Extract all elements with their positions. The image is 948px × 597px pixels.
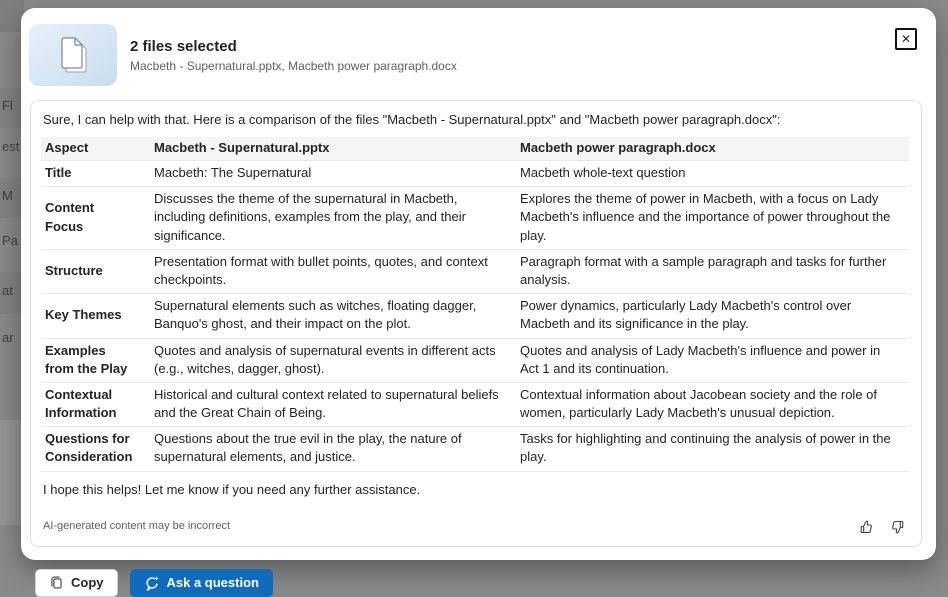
aspect-cell: Examples from the Play <box>41 338 144 382</box>
copy-icon <box>49 575 64 590</box>
copy-button-label: Copy <box>71 575 104 590</box>
docx-cell: Explores the theme of power in Macbeth, with a focus on Lady Macbeth's influence and the importance of power throughout the play. <box>510 187 909 250</box>
ask-a-question-label: Ask a question <box>166 575 259 590</box>
pptx-cell: Questions about the true evil in the play, the nature of supernatural elements, and justice. <box>144 427 510 471</box>
comparison-table <box>41 137 909 472</box>
backdrop-text-fragment: Pa <box>2 233 18 248</box>
backdrop-text-fragment: ar <box>2 330 14 345</box>
file-thumbnail <box>29 24 117 86</box>
docx-cell: Power dynamics, particularly Lady Macbeth's control over Macbeth and its significance in the play. <box>510 294 909 338</box>
response-intro-text: Sure, I can help with that. Here is a comparison of the files "Macbeth - Supernatural.pptx" and "Macbeth power paragraph.docx": <box>43 112 781 127</box>
document-stack-icon <box>55 34 91 76</box>
thumbs-down-icon <box>890 519 906 535</box>
aspect-cell: Contextual Information <box>41 382 144 426</box>
column-header-pptx: Macbeth - Supernatural.pptx <box>144 137 510 161</box>
chat-sparkle-icon <box>144 575 160 591</box>
table-row <box>41 382 909 426</box>
aspect-cell: Content Focus <box>41 187 144 250</box>
thumbs-up-icon <box>858 519 874 535</box>
header-text <box>130 38 457 73</box>
table-header-row <box>41 137 909 161</box>
close-button[interactable] <box>895 28 917 50</box>
pptx-cell: Discusses the theme of the supernatural in Macbeth, including definitions, examples from the play, and their significance. <box>144 187 510 250</box>
docx-cell: Quotes and analysis of Lady Macbeth's influence and power in Act 1 and its continuation. <box>510 338 909 382</box>
file-comparison-dialog <box>21 8 936 590</box>
thumbs-down-button[interactable] <box>887 516 909 538</box>
ai-disclaimer: AI-generated content may be incorrect <box>43 519 231 532</box>
thumbs-up-button[interactable] <box>855 516 877 538</box>
pptx-cell: Historical and cultural context related to supernatural beliefs and the Great Chain of Being. <box>144 382 510 426</box>
table-row <box>41 427 909 471</box>
pptx-cell: Supernatural elements such as witches, floating dagger, Banquo's ghost, and their impact on the plot. <box>144 294 510 338</box>
aspect-cell: Title <box>41 161 144 187</box>
backdrop-text-fragment: est <box>2 139 20 154</box>
table-row <box>41 161 909 187</box>
dialog-header <box>21 8 936 94</box>
selection-title: 2 files selected <box>130 37 237 55</box>
docx-cell: Macbeth whole-text question <box>510 161 909 187</box>
pptx-cell: Macbeth: The Supernatural <box>144 161 510 187</box>
docx-cell: Contextual information about Jacobean society and the role of women, particularly Lady Macbeth's unusual depiction. <box>510 382 909 426</box>
table-row <box>41 187 909 250</box>
pptx-cell: Presentation format with bullet points, quotes, and context checkpoints. <box>144 249 510 293</box>
docx-cell: Tasks for highlighting and continuing the analysis of power in the play. <box>510 427 909 471</box>
feedback-controls <box>855 516 909 538</box>
aspect-cell: Structure <box>41 249 144 293</box>
column-header-docx: Macbeth power paragraph.docx <box>510 137 909 161</box>
aspect-cell: Questions for Consideration <box>41 427 144 471</box>
table-row <box>41 338 909 382</box>
response-footer <box>41 516 909 538</box>
column-header-aspect: Aspect <box>41 137 144 161</box>
backdrop-text-fragment: M <box>2 188 13 203</box>
table-row <box>41 294 909 338</box>
response-outro-text: I hope this helps! Let me know if you need any further assistance. <box>43 481 421 497</box>
table-row <box>41 249 909 293</box>
ai-response-card <box>30 100 922 547</box>
backdrop-text-fragment: Fl <box>2 98 13 113</box>
backdrop-text-fragment: at <box>2 283 13 298</box>
copy-button[interactable] <box>35 569 118 597</box>
close-icon: ✕ <box>900 32 912 46</box>
selection-file-names: Macbeth - Supernatural.pptx, Macbeth power paragraph.docx <box>130 58 457 73</box>
aspect-cell: Key Themes <box>41 294 144 338</box>
docx-cell: Paragraph format with a sample paragraph and tasks for further analysis. <box>510 249 909 293</box>
ask-a-question-button[interactable] <box>130 569 273 597</box>
dialog-actions <box>35 569 936 597</box>
pptx-cell: Quotes and analysis of supernatural events in different acts (e.g., witches, dagger, ghost). <box>144 338 510 382</box>
